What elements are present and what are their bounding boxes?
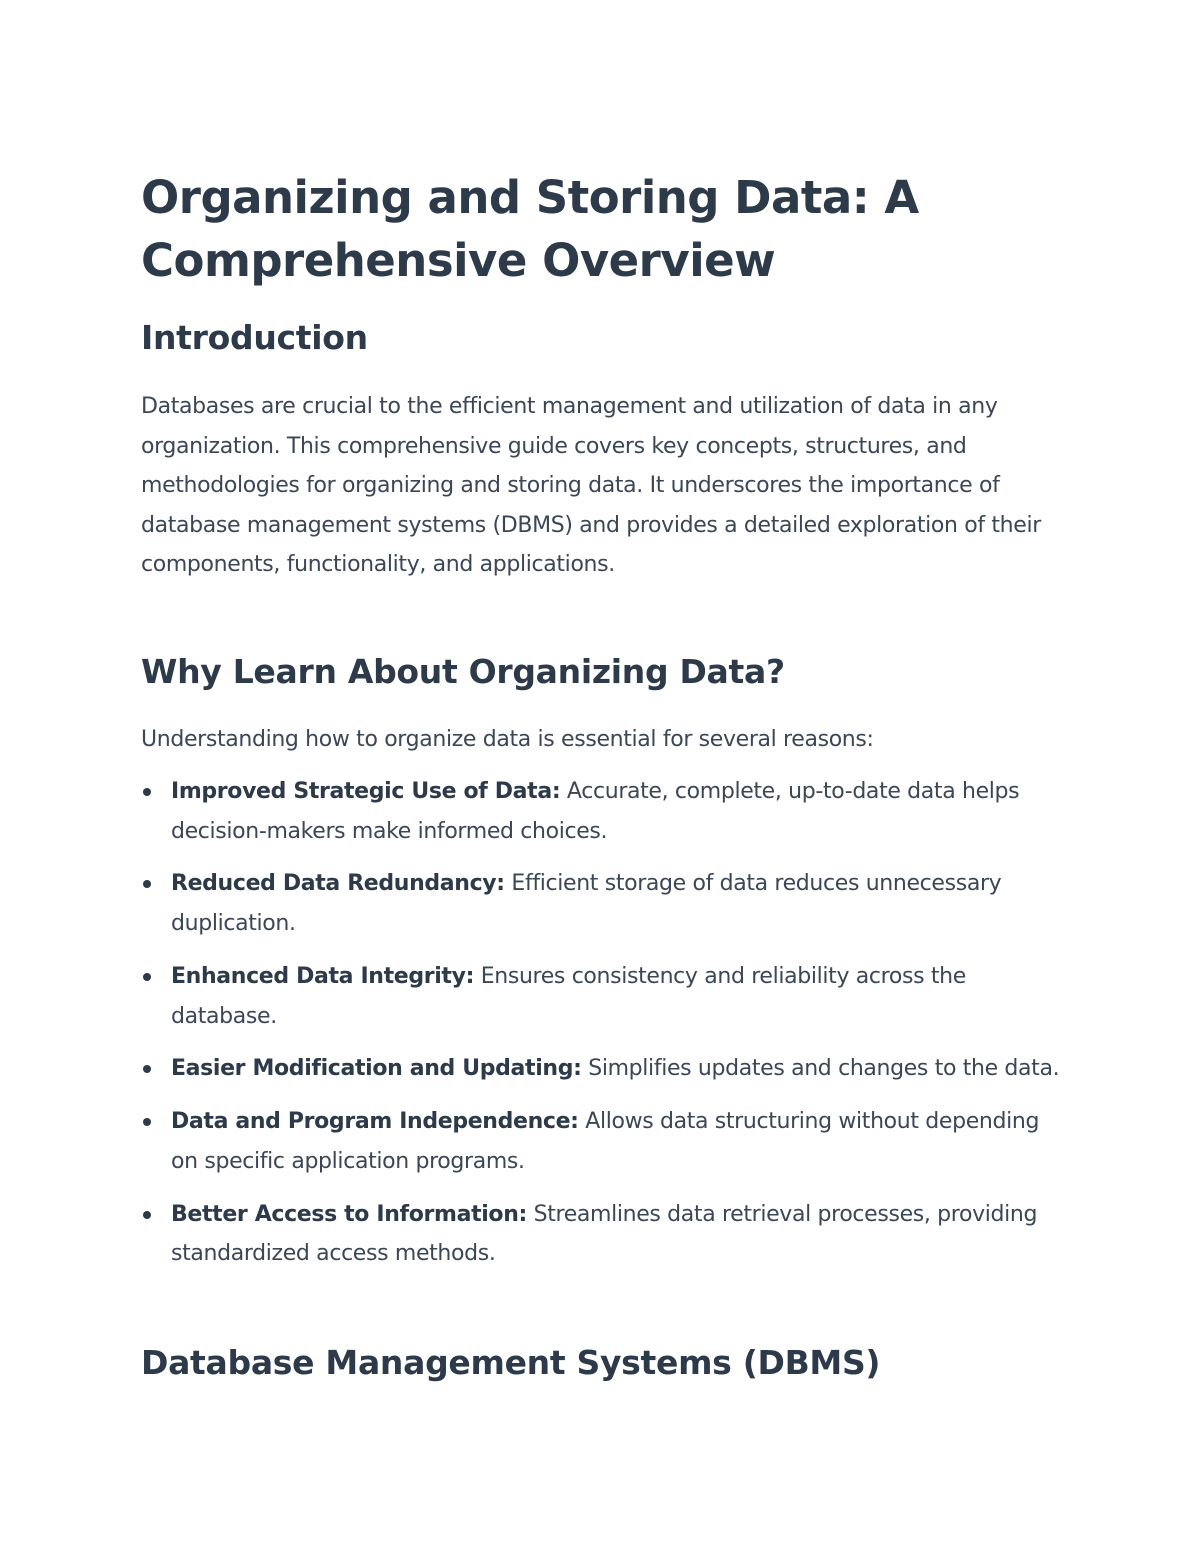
why-learn-lead: Understanding how to organize data is essential for several reasons: xyxy=(141,727,874,752)
list-item-term: Reduced Data Redundancy xyxy=(171,871,497,897)
reasons-list xyxy=(141,772,1071,1287)
list-item-description: Ensures consistency and reliability across the database. xyxy=(171,963,966,1029)
list-item: Data and Program Independence: Allows data structuring without depending on specific application programs. xyxy=(141,1102,1071,1181)
bullet-icon xyxy=(143,1065,151,1073)
list-item: Reduced Data Redundancy: Efficient storage of data reduces unnecessary duplication. xyxy=(141,864,1071,943)
list-item-description: Efficient storage of data reduces unnecessary duplication. xyxy=(171,871,1002,937)
list-item-term: Better Access to Information xyxy=(171,1201,519,1227)
list-item-term: Easier Modification and Updating xyxy=(171,1056,574,1082)
list-item: Better Access to Information: Streamlines data retrieval processes, providing standardized access methods. xyxy=(141,1195,1071,1274)
bullet-icon xyxy=(143,880,151,888)
bullet-icon xyxy=(143,1118,151,1126)
list-item-description: Streamlines data retrieval processes, providing standardized access methods. xyxy=(171,1201,1038,1267)
introduction-paragraph: Databases are crucial to the efficient management and utilization of data in any organization. This comprehensive guide covers key concepts, structures, and methodologies for organizing and storing data. It underscores the importance of database management systems (DBMS) and provides a detailed exploration of their components, functionality, and applications. xyxy=(141,394,1041,578)
bullet-icon xyxy=(143,973,151,981)
list-item-term: Data and Program Independence xyxy=(171,1109,571,1135)
list-item: Easier Modification and Updating: Simplifies updates and changes to the data. xyxy=(141,1049,1071,1089)
list-item: Enhanced Data Integrity: Ensures consistency and reliability across the database. xyxy=(141,957,1071,1036)
section-heading-dbms: Database Management Systems (DBMS) xyxy=(141,1343,881,1382)
list-item-description: Simplifies updates and changes to the data. xyxy=(581,1056,1060,1082)
list-item: Improved Strategic Use of Data: Accurate, complete, up-to-date data helps decision-makers make informed choices. xyxy=(141,772,1071,851)
page-title: Organizing and Storing Data: A Comprehensive Overview xyxy=(141,171,919,287)
bullet-icon xyxy=(143,788,151,796)
list-item-description: Accurate, complete, up-to-date data helps decision-makers make informed choices. xyxy=(171,779,1020,844)
list-item-term: Improved Strategic Use of Data xyxy=(171,779,552,804)
list-item-description: Allows data structuring without depending on specific application programs. xyxy=(171,1109,1040,1174)
section-heading-introduction: Introduction xyxy=(141,318,368,357)
list-item-term: Enhanced Data Integrity xyxy=(171,963,466,989)
section-heading-why-learn: Why Learn About Organizing Data? xyxy=(141,652,785,691)
bullet-icon xyxy=(143,1211,151,1219)
